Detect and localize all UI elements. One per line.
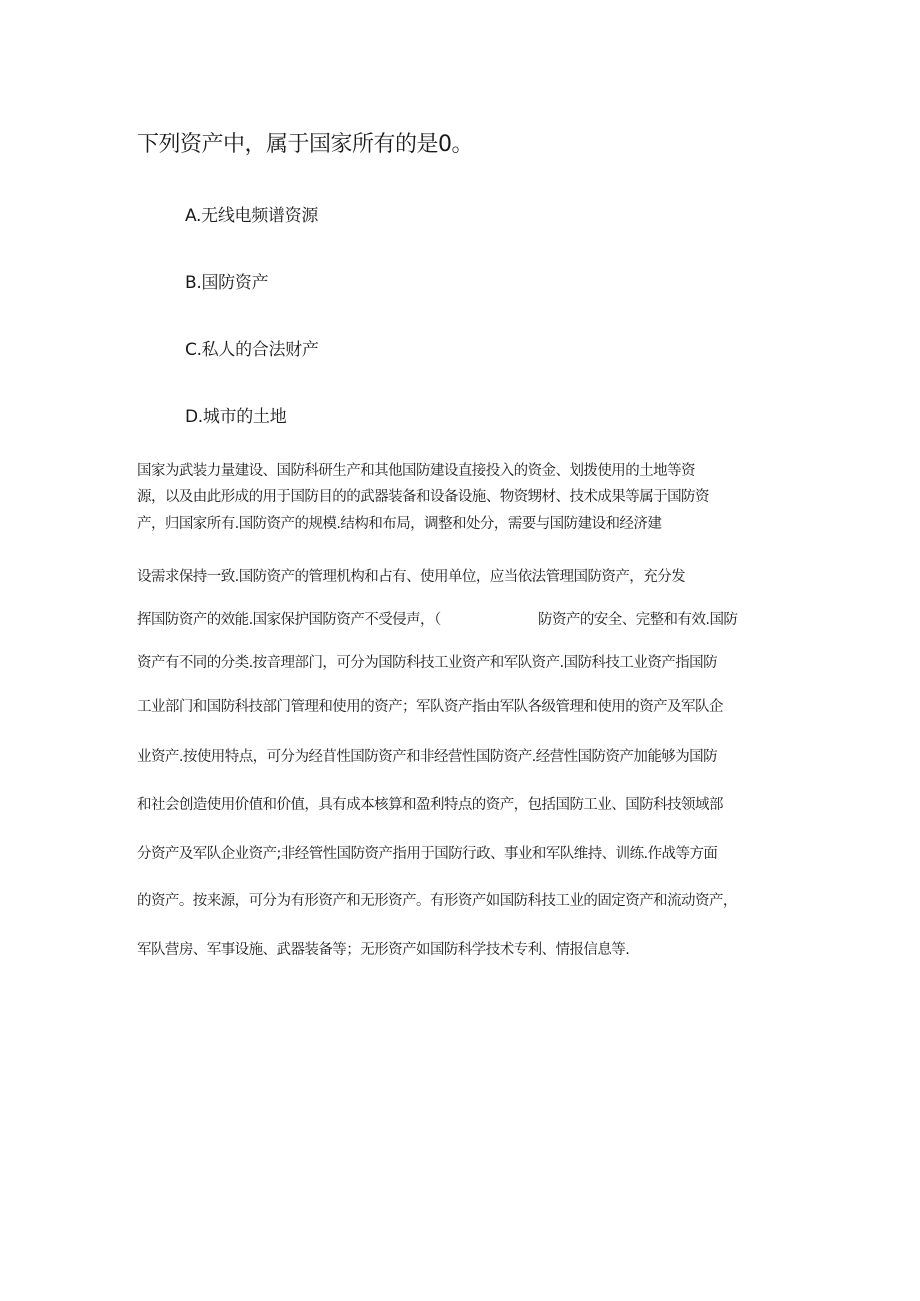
- explanation-line: 军队营房、军事设施、武器装备等；无形资产如国防科学技术专利、情报信息等.: [137, 942, 630, 958]
- explanation-line: 工业部门和国防科技部门管理和使用的资产；军队资产指由军队各级管理和使用的资产及军队企: [137, 699, 723, 715]
- explanation-line: 分资产及军队企业资产;非经管性国防资产指用于国防行政、事业和军队维持、训练.作战等方面: [137, 846, 718, 862]
- explanation-line: 和社会创造使用价值和价值，具有成本核算和盈利特点的资产，包括国防工业、国防科技领域部: [137, 797, 723, 813]
- explanation-line: 国家为武装力量建设、国防科研生产和其他国防建设直接投入的资金、划拨使用的土地等资: [137, 463, 695, 479]
- explanation-line: 设需求保持一致.国防资产的管理机构和占有、使用单位，应当依法管理国防资产，充分发: [137, 569, 686, 585]
- explanation-line-right-segment: 防资产的安全、完整和有效.国防: [538, 612, 738, 628]
- option-a: A.无线电频谱资源: [185, 206, 319, 226]
- option-d: D.城市的土地: [185, 407, 287, 427]
- explanation-line: 业资产.按使用特点，可分为经苜性国防资产和非经营性国防资产.经营性国防资产加能够为国防: [137, 749, 718, 765]
- explanation-line: 产，归国家所有.国防资产的规模.结构和布局，调整和处分，需要与国防建设和经济建: [137, 516, 662, 532]
- option-b: B.国防资产: [185, 273, 269, 293]
- explanation-line: 挥国防资产的效能.国家保护国防资产不受侵声，（: [137, 612, 441, 628]
- question-text: 下列资产中，属于国家所有的是0。: [137, 132, 473, 157]
- explanation-line: 源，以及由此形成的用于国防目的的武器装备和设备设施、物资甥材、技术成果等属于国防资: [137, 489, 709, 505]
- explanation-line: 资产有不同的分类.按音理部门，可分为国防科技工业资产和军队资产.国防科技工业资产指国防: [137, 655, 718, 671]
- explanation-line: 的资产。按来源，可分为有形资产和无形资产。有形资产如国防科技工业的固定资产和流动资产，: [137, 893, 737, 909]
- option-c: C.私人的合法财产: [185, 340, 319, 360]
